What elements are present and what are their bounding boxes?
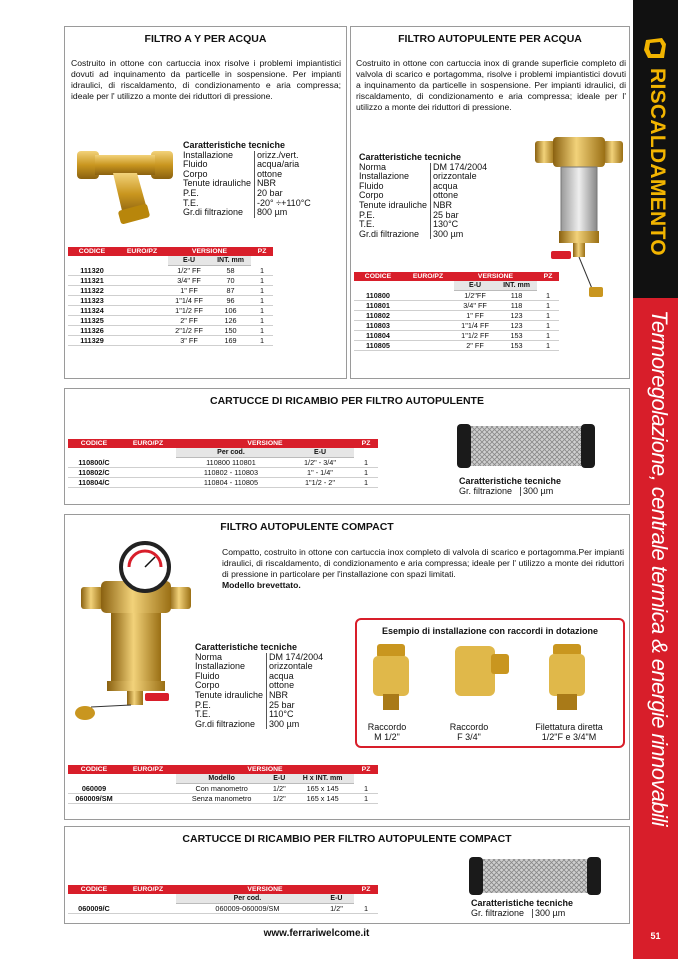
row-price [120,478,176,488]
subheader-0: Per cod. [176,448,286,458]
spec-key: Corpo [195,680,220,691]
row-pz: 1 [251,306,273,316]
row-pz: 1 [537,301,559,311]
row-int: 118 [496,301,537,311]
example-3-line2: 1/2"F e 3/4"M [541,731,597,742]
row-pz: 1 [537,341,559,351]
row-ver: 1/2"FF [454,291,496,301]
cartucce-compact-specs [471,899,573,918]
cartridge-photo [457,422,595,470]
footer-website: www.ferrariwelcome.it [263,928,370,939]
header-pz: PZ [354,439,378,448]
spec-row [183,179,314,189]
row-price [120,904,176,914]
row-hx: 165 x 145 [291,794,354,804]
table-row [68,316,273,326]
row-eu: 1"1/2 - 2" [286,478,354,488]
spec-key: T.E. [359,219,375,230]
cartucce-compact-spec-value: 300 µm [533,909,569,919]
spec-value: 110°C [267,710,327,720]
table-row [68,458,378,468]
row-code: 060009 [68,784,120,794]
subheader-1: INT. mm [210,256,251,266]
filtro-auto-section [350,26,630,379]
row-ver: 1"1/4 FF [168,296,210,306]
row-int: 150 [210,326,251,336]
compact-description [222,547,624,591]
spec-row [359,230,490,240]
sidebar-subtitle: Termoregolazione, centrale termica & energie rinnovabili [647,310,672,826]
filtro-auto-specs [359,153,490,239]
table-row [354,321,559,331]
row-price [116,316,168,326]
subheader-2: H x INT. mm [291,774,354,784]
subheader-1: E-U [267,774,291,784]
page-number: 51 [650,931,661,941]
spec-value: 20 bar [255,189,314,199]
subheader-0: Modello [176,774,267,784]
spec-value: ottone [267,681,327,691]
row-per: 060009-060009/SM [176,904,319,914]
row-price [116,276,168,286]
row-code: 111323 [68,296,116,306]
row-price [116,286,168,296]
cartucce-spec-value: 300 µm [521,487,557,497]
filtro-y-section [64,26,347,379]
subheader-1: E-U [319,894,354,904]
row-pz: 1 [354,458,378,468]
cartucce-compact-price-table [68,885,378,914]
row-code: 110803 [354,321,402,331]
row-eu: 1/2" [267,794,291,804]
row-price [402,341,454,351]
example-3-line1: Filettatura diretta [535,722,603,732]
row-pz: 1 [251,336,273,346]
row-mod: Senza manometro [176,794,267,804]
table-row [68,794,378,804]
example-caption-2 [439,723,499,742]
header-codice: CODICE [68,439,120,448]
fitting-f-photo [453,642,511,706]
subheader-blank [354,894,378,904]
row-price [402,321,454,331]
sidebar [633,0,678,959]
spec-value: ottone [255,170,314,180]
spec-key: T.E. [183,197,199,208]
row-eu: 1" - 1/4" [286,468,354,478]
row-price [116,296,168,306]
row-ver: 2" FF [168,316,210,326]
table-header-row [68,885,378,894]
compact-specs-title: Caratteristiche tecniche [195,642,298,652]
brand-logo-icon [642,36,668,60]
filtro-y-price-table [68,247,273,346]
row-ver: 1" FF [454,311,496,321]
table-subheader-row [68,774,378,784]
row-int: 96 [210,296,251,306]
row-per: 110800 110801 [176,458,286,468]
subheader-blank [120,774,176,784]
table-row [68,468,378,478]
row-code: 111320 [68,266,116,276]
compact-specs-table [195,653,326,730]
spec-row [359,201,490,211]
spec-value: orizz./vert. [255,151,314,161]
subheader-blank [537,281,559,291]
row-price [402,311,454,321]
row-price [120,468,176,478]
header-versione: VERSIONE [176,885,354,894]
spec-key: Installazione [183,149,234,160]
row-int: 153 [496,331,537,341]
compact-filter-photo [71,537,196,727]
spec-value: DM 174/2004 [267,653,327,663]
spec-value: NBR [255,179,314,189]
cartucce-price-table [68,439,378,488]
header-versione: VERSIONE [168,247,251,256]
spec-key: P.E. [195,699,211,710]
row-pz: 1 [251,316,273,326]
subheader-blank [68,448,120,458]
row-eu: 1/2" [267,784,291,794]
sidebar-brand: RISCALDAMENTO [646,68,669,256]
row-ver: 1"1/4 FF [454,321,496,331]
row-pz: 1 [251,296,273,306]
spec-key: Corpo [359,190,384,201]
spec-value: ottone [431,191,491,201]
table-subheader-row [68,894,378,904]
row-code: 110802 [354,311,402,321]
filtro-auto-specs-table [359,163,490,240]
spec-value: 300 µm [431,230,491,240]
row-code: 060009/C [68,904,120,914]
row-pz: 1 [354,478,378,488]
row-pz: 1 [537,311,559,321]
spec-value: acqua [267,672,327,682]
row-int: 106 [210,306,251,316]
row-pz: 1 [354,784,378,794]
row-code: 111324 [68,306,116,316]
spec-row [195,701,326,711]
subheader-1: E-U [286,448,354,458]
cartucce-compact-specs-table [471,909,568,919]
row-ver: 1"1/2 FF [168,306,210,316]
subheader-blank [68,894,120,904]
spec-key: Corpo [183,168,208,179]
row-price [402,301,454,311]
row-price [402,291,454,301]
row-pz: 1 [537,291,559,301]
table-row [354,341,559,351]
row-price [116,336,168,346]
row-code: 111326 [68,326,116,336]
row-pz: 1 [251,286,273,296]
table-header-row [68,765,378,774]
cartucce-spec-key: Gr. filtrazione [459,485,513,496]
row-pz: 1 [537,321,559,331]
example-caption-1 [357,723,417,742]
header-codice: CODICE [68,765,120,774]
subheader-blank [354,774,378,784]
subheader-blank [120,894,176,904]
table-header-row [354,272,559,281]
installation-example-box [355,618,625,748]
header-codice: CODICE [68,247,116,256]
table-subheader-row [354,281,559,291]
table-row [68,266,273,276]
header-pz: PZ [354,885,378,894]
row-code: 111329 [68,336,116,346]
example-1-line1: Raccordo [367,722,407,732]
table-row [354,311,559,321]
row-code: 110802/C [68,468,120,478]
cartucce-specs-title: Caratteristiche tecniche [459,476,562,486]
row-price [116,306,168,316]
subheader-blank [120,448,176,458]
spec-value: 130°C [431,220,491,230]
subheader-blank [68,256,116,266]
row-ver: 2"1/2 FF [168,326,210,336]
subheader-blank [354,281,402,291]
table-row [354,331,559,341]
header-codice: CODICE [354,272,402,281]
spec-key: Tenute idrauliche [195,689,264,700]
spec-value: NBR [267,691,327,701]
row-int: 70 [210,276,251,286]
row-code: 111321 [68,276,116,286]
filtro-y-specs [183,141,314,218]
filtro-y-specs-table [183,151,314,218]
table-subheader-row [68,256,273,266]
subheader-0: E-U [168,256,210,266]
spec-value: 25 bar [267,701,327,711]
row-int: 169 [210,336,251,346]
subheader-blank [68,774,120,784]
row-price [116,266,168,276]
row-int: 126 [210,316,251,326]
row-price [120,794,176,804]
table-row [68,784,378,794]
compact-specs [195,643,326,729]
row-eu: 1/2" - 3/4" [286,458,354,468]
row-int: 123 [496,311,537,321]
compact-patent: Modello brevettato. [222,580,301,590]
filtro-auto-price-table [354,272,559,351]
row-ver: 3" FF [168,336,210,346]
compact-section [64,514,630,820]
header-versione: VERSIONE [176,765,354,774]
compact-price-table [68,765,378,804]
row-price [402,331,454,341]
row-pz: 1 [354,468,378,478]
row-int: 118 [496,291,537,301]
row-hx: 165 x 145 [291,784,354,794]
header-europz: EURO/PZ [120,885,176,894]
cartucce-compact-spec-key: Gr. filtrazione [471,907,525,918]
row-price [116,326,168,336]
subheader-0: E-U [454,281,496,291]
header-europz: EURO/PZ [120,765,176,774]
spec-key: Fluido [359,180,384,191]
cartucce-specs [459,477,561,496]
row-per: 110804 - 110805 [176,478,286,488]
table-row [68,276,273,286]
spec-value: acqua/aria [255,160,314,170]
row-pz: 1 [537,331,559,341]
compact-title: FILTRO AUTOPULENTE COMPACT [220,521,394,533]
spec-value: NBR [431,201,491,211]
row-ver: 1" FF [168,286,210,296]
table-row [354,301,559,311]
spec-row [195,720,326,730]
spec-key: Fluido [183,159,208,170]
spec-value: 25 bar [431,211,491,221]
row-code: 111322 [68,286,116,296]
table-row [68,336,273,346]
row-pz: 1 [354,794,378,804]
spec-value: orizzontale [267,662,327,672]
fitting-m-photo [371,642,411,714]
table-row [68,306,273,316]
subheader-blank [251,256,273,266]
row-int: 58 [210,266,251,276]
example-2-line2: F 3/4" [457,731,481,742]
row-pz: 1 [251,266,273,276]
subheader-0: Per cod. [176,894,319,904]
compact-cartridge-photo [469,855,601,897]
row-ver: 3/4" FF [454,301,496,311]
table-subheader-row [68,448,378,458]
header-pz: PZ [251,247,273,256]
subheader-blank [402,281,454,291]
header-versione: VERSIONE [176,439,354,448]
row-int: 153 [496,341,537,351]
spec-key: Installazione [359,171,410,182]
header-codice: CODICE [68,885,120,894]
spec-key: Norma [359,161,387,172]
direct-thread-photo [547,642,587,714]
cartucce-title: CARTUCCE DI RICAMBIO PER FILTRO AUTOPULENTE [210,395,484,407]
table-header-row [68,439,378,448]
header-pz: PZ [354,765,378,774]
example-1-line2: M 1/2" [374,731,400,742]
table-row [68,478,378,488]
row-int: 87 [210,286,251,296]
installation-example-title: Esempio di installazione con raccordi in dotazione [381,626,599,636]
table-row [68,904,378,914]
spec-row [195,691,326,701]
row-ver: 3/4" FF [168,276,210,286]
filtro-y-title: FILTRO A Y PER ACQUA [144,33,267,45]
row-code: 110800 [354,291,402,301]
spec-row [183,208,314,218]
row-mod: Con manometro [176,784,267,794]
row-price [120,458,176,468]
sidebar-red-band [633,298,678,959]
row-code: 110805 [354,341,402,351]
table-row [68,296,273,306]
row-code: 111325 [68,316,116,326]
row-ver: 1/2" FF [168,266,210,276]
spec-row [359,211,490,221]
filtro-auto-specs-title: Caratteristiche tecniche [359,152,462,162]
header-europz: EURO/PZ [116,247,168,256]
example-caption-3 [517,723,621,742]
spec-key: Gr.di filtrazione [195,718,256,729]
spec-key: Fluido [195,670,220,681]
row-int: 123 [496,321,537,331]
cartucce-section [64,388,630,505]
spec-value: DM 174/2004 [431,163,491,173]
filtro-auto-description: Costruito in ottone con cartuccia inox di grande superficie completo di valvola di scarico e portagomma, risolve i problemi impiantistici dovuti a inquinamento da particelle in sospensione. Per impianti idraulici, di riscaldamento, di condizionamento e aria compressa; ideale per l' utilizzo a monte dei riduttori di pressione. [356,58,626,112]
compact-description-text: Compatto, costruito in ottone con cartuccia inox completo di valvola di scarico e portagomma.Per impianti idraulici, di riscaldamento, di condizionamento e aria compressa; ideale per l' utilizzo a monte dei riduttori di pressione in particolare per l'installazione con spazi limitati. [222,547,624,579]
spec-key: Installazione [195,661,246,672]
cartucce-compact-specs-title: Caratteristiche tecniche [471,898,574,908]
row-code: 110804/C [68,478,120,488]
spec-key: P.E. [183,187,199,198]
sidebar-dark-band [633,0,678,298]
spec-key: Norma [195,651,223,662]
subheader-1: INT. mm [496,281,537,291]
cartucce-compact-title: CARTUCCE DI RICAMBIO PER FILTRO AUTOPULENTE COMPACT [182,833,512,845]
header-europz: EURO/PZ [402,272,454,281]
row-per: 110802 - 110803 [176,468,286,478]
spec-key: Tenute idrauliche [359,199,428,210]
row-code: 110804 [354,331,402,341]
table-row [68,326,273,336]
row-eu: 1/2" [319,904,354,914]
row-pz: 1 [251,276,273,286]
row-ver: 2" FF [454,341,496,351]
example-2-line1: Raccordo [449,722,489,732]
row-code: 060009/SM [68,794,120,804]
spec-key: Tenute idrauliche [183,178,252,189]
filtro-y-description: Costruito in ottone con cartuccia inox risolve i problemi impiantistici dovuti ad inquinamento da particelle in sospensione. Per impianti idraulici, di riscaldamento, di condizionamento e aria compressa; ideale per l' utilizzo a monte dei riduttori di pressione. [71,58,341,101]
spec-key: T.E. [195,709,211,720]
table-row [68,286,273,296]
row-price [120,784,176,794]
table-header-row [68,247,273,256]
header-pz: PZ [537,272,559,281]
row-ver: 1"1/2 FF [454,331,496,341]
subheader-blank [354,448,378,458]
header-europz: EURO/PZ [120,439,176,448]
cartucce-compact-section [64,826,630,924]
spec-value: 300 µm [267,720,327,730]
header-versione: VERSIONE [454,272,537,281]
spec-value: orizzontale [431,172,491,182]
spec-key: P.E. [359,209,375,220]
spec-value: acqua [431,182,491,192]
spec-key: Gr.di filtrazione [359,228,420,239]
spec-value: -20° ÷+110°C [255,199,314,209]
row-code: 110800/C [68,458,120,468]
cartucce-specs-table [459,487,556,497]
spec-key: Gr.di filtrazione [183,207,244,218]
row-pz: 1 [354,904,378,914]
filtro-auto-title: FILTRO AUTOPULENTE PER ACQUA [398,33,582,45]
spec-value: 800 µm [255,208,314,218]
subheader-blank [116,256,168,266]
filtro-y-specs-title: Caratteristiche tecniche [183,140,286,150]
table-row [354,291,559,301]
row-code: 110801 [354,301,402,311]
row-pz: 1 [251,326,273,336]
y-filter-photo [75,139,175,229]
